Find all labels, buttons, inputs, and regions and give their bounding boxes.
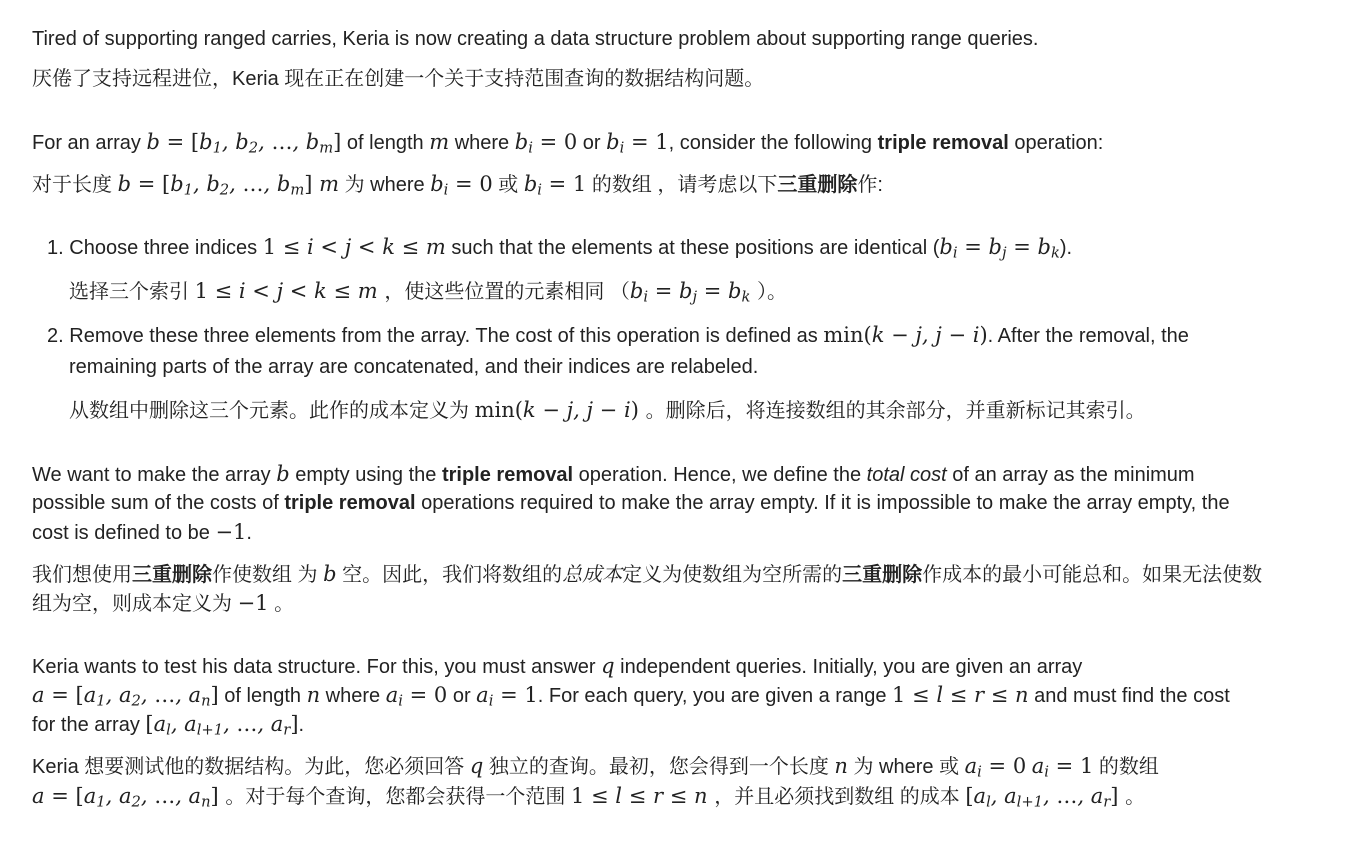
math-bi-one: $b_i = 1$ (523, 172, 587, 199)
math-n: n (834, 754, 848, 778)
math-ai-one: $a_i = 1$ (1031, 754, 1094, 781)
intro-chinese: 厌倦了支持远程进位，Keria 现在正在创建一个关于支持范围查询的数据结构问题。 (32, 68, 765, 90)
math-ai-zero: $a_i = 0$ (964, 754, 1027, 781)
math-q: q (601, 654, 615, 678)
math-bi-zero: $b_i = 0$ (430, 172, 493, 199)
math-query-range: 1 ≤ l ≤ r ≤ n (570, 784, 715, 808)
queries-english-line2: $a = [a_1$, $a_2$, …, $a_n$] of length n where $a_i = 0$ or $a_i = 1$. For each query, you are given a range 1 ≤ l ≤ r ≤ n and must find the cost (32, 683, 1230, 710)
math-equal-elements: $b_i = b_j = b_k$ (939, 235, 1060, 262)
bold-term: 三重删除 (132, 564, 212, 586)
math-bi-one: $b_i = 1$ (606, 130, 669, 157)
math-subarray: [$a_l$, $a_{l+1}$, …, $a_r$] (965, 784, 1119, 811)
math-array-b: $b = [b_1$, $b_2$, …, $b_m$] m (117, 172, 340, 199)
total-cost-chinese: 我们想使用三重删除作使数组 为 b 空。因此，我们将数组的总成本定义为使数组为空所需的三重删除作成本的最小可能总和。如果无法使数 (32, 562, 1263, 586)
bold-term: triple removal (284, 492, 416, 514)
operation-definition-chinese: 对于长度 $b = [b_1$, $b_2$, …, $b_m$] m 为 where $b_i = 0$ 或 $b_i = 1$ 的数组 ，请考虑以下三重删除作: (32, 172, 883, 199)
total-cost-chinese-line2: 组为空，则成本定义为 −1 。 (32, 591, 295, 615)
list-item: 2. Remove these three elements from the array. The cost of this operation is defined as min(k − j, j − i). After the removal, the (47, 323, 1189, 347)
queries-chinese: Keria 想要测试他的数据结构。为此，您必须回答 q 独立的查询。最初，您会得到一个长度 n 为 where 或 $a_i = 0$ $a_i = 1$ 的数组 (32, 754, 1159, 781)
math-ai-one: $a_i = 1$ (476, 683, 538, 710)
operation-definition-english: For an array $b = [b_1$, $b_2$, …, $b_m$] of length m where $b_i = 0$ or $b_i = 1$, consider the following triple removal operation: (32, 130, 1104, 157)
list-number: 2. (47, 325, 64, 347)
math-query-range: 1 ≤ l ≤ r ≤ n (892, 683, 1029, 707)
math-b: b (276, 462, 290, 486)
math-array-a: $a = [a_1$, $a_2$, …, $a_n$] (32, 683, 219, 710)
list-number: 1. (47, 237, 64, 259)
total-cost-english-line3: cost is defined to be −1. (32, 520, 252, 544)
math-bi-zero: $b_i = 0$ (514, 130, 578, 157)
queries-english: Keria wants to test his data structure. For this, you must answer q independent queries. Initially, you are given an array (32, 654, 1083, 678)
math-cost-min: min(k − j, j − i) (823, 323, 988, 347)
bold-term: triple removal (877, 132, 1009, 154)
math-m: m (429, 130, 450, 154)
bold-term: triple removal (441, 464, 574, 486)
italic-term: 总成本 (562, 564, 623, 586)
list-item-continuation: remaining parts of the array are concatenated, and their indices are relabeled. (69, 356, 759, 378)
math-index-range: 1 ≤ i < j < k ≤ m (194, 279, 385, 303)
math-subarray: [$a_l$, $a_{l+1}$, …, $a_r$] (145, 712, 299, 739)
list-item-chinese: 从数组中删除这三个元素。此作的成本定义为 min(k − j, j − i) 。删除后，将连接数组的其余部分，并重新标记其索引。 (69, 398, 1146, 422)
italic-term: total cost (866, 464, 947, 486)
math-minus-one: −1 (215, 520, 247, 544)
math-cost-min: min(k − j, j − i) (474, 398, 639, 422)
queries-chinese-line2: $a = [a_1$, $a_2$, …, $a_n$] 。对于每个查询，您都会获得一个范围 1 ≤ l ≤ r ≤ n ，并且必须找到数组 的成本 [$a_l$, $a_{l+1}$, …, $a_r$] 。 (32, 784, 1146, 811)
intro-english: Tired of supporting ranged carries, Keria is now creating a data structure problem about supporting range queries. (32, 28, 1039, 50)
bold-term: 三重删除 (777, 174, 858, 196)
math-minus-one: −1 (237, 591, 269, 615)
math-array-a: $a = [a_1$, $a_2$, …, $a_n$] (32, 784, 219, 811)
math-array-b: $b = [b_1$, $b_2$, …, $b_m$] (146, 130, 342, 157)
math-b: b (323, 562, 337, 586)
total-cost-english-line2: possible sum of the costs of triple removal operations required to make the array empty. If it is impossible to make the array empty, the (32, 492, 1230, 514)
math-q: q (469, 754, 484, 778)
total-cost-english: We want to make the array b empty using the triple removal operation. Hence, we define the total cost of an array as the minimum (32, 462, 1195, 486)
list-item-chinese: 选择三个索引 1 ≤ i < j < k ≤ m ，使这些位置的元素相同 （$b_i = b_j = b_k$ ）。 (69, 279, 788, 306)
math-index-range: 1 ≤ i < j < k ≤ m (262, 235, 446, 259)
bold-term: 三重删除 (842, 564, 923, 586)
list-item: 1. Choose three indices 1 ≤ i < j < k ≤ m such that the elements at these positions are identical $(b_i = b_j = b_k)$. (47, 235, 1073, 262)
queries-english-line3: for the array [$a_l$, $a_{l+1}$, …, $a_r$]. (32, 712, 305, 739)
math-n: n (306, 683, 321, 707)
math-ai-zero: $a_i = 0$ (385, 683, 448, 710)
math-equal-elements: $b_i = b_j = b_k$ (629, 279, 751, 306)
